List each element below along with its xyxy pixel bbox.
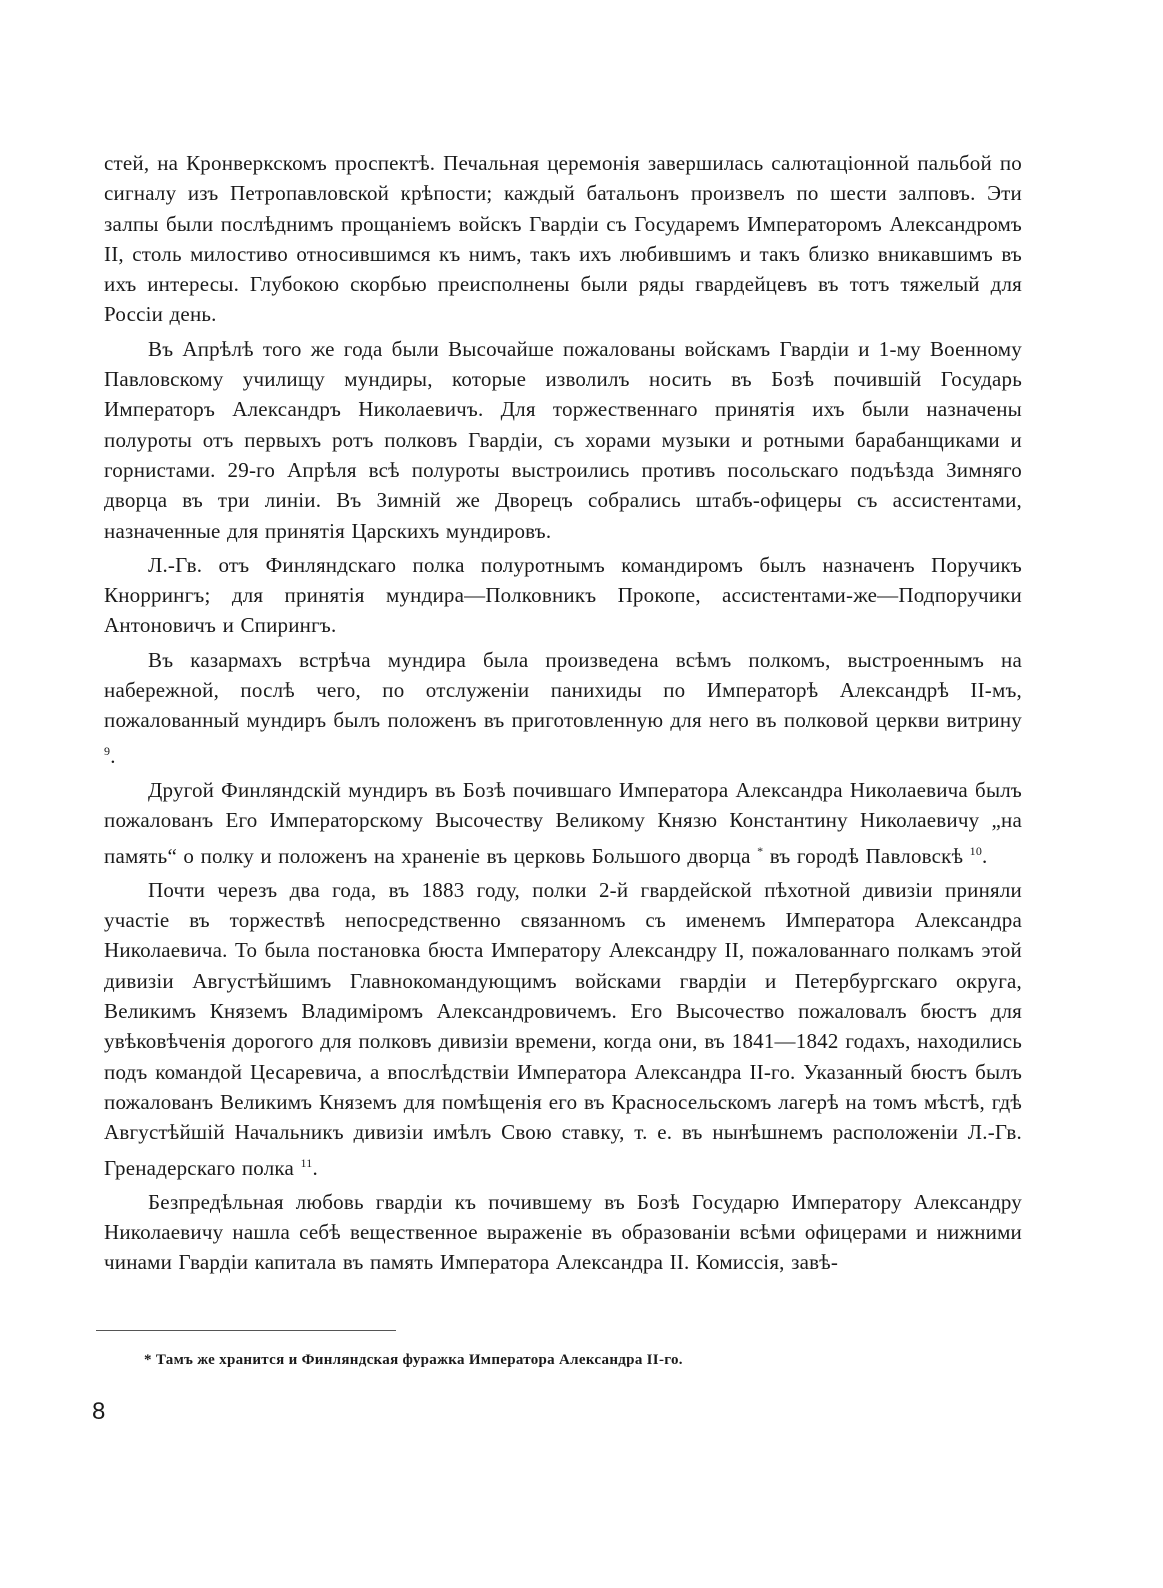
note-ref-11: 11: [300, 1155, 313, 1170]
footnote: * Тамъ же хранится и Финляндская фуражка Императора Александра II-го.: [144, 1352, 683, 1368]
body-text: [104, 148, 1022, 1282]
paragraph-5-tail: въ городѣ Павловскѣ: [763, 843, 970, 868]
note-ref-9: 9: [104, 743, 111, 758]
note-ref-10: 10: [969, 843, 983, 858]
paragraph-4-text: Въ казармахъ встрѣча мундира была произведена всѣмъ полкомъ, выстроеннымъ на набережной, послѣ чего, по отслуженіи панихиды по Императорѣ Александрѣ II-мъ, пожалованный мундиръ былъ положенъ въ приготовленную для него въ полковой церкви витрину: [104, 647, 1022, 733]
page-number: 8: [92, 1398, 106, 1425]
paragraph-7: Безпредѣльная любовь гвардіи къ почившему въ Бозѣ Государю Императору Александру Николаевичу нашла себѣ вещественное выраженіе въ образованіи всѣми офицерами и нижними чинами Гвардіи капитала въ память Императора Александра II. Комиссія, завѣ-: [104, 1189, 1022, 1275]
paragraph-6-text: Почти черезъ два года, въ 1883 году, полки 2-й гвардейской пѣхотной дивизіи приняли участіе въ торжествѣ непосредственно связанномъ съ именемъ Императора Александра Николаевича. То была постановка бюста Императору Александру II, пожалованнаго полкамъ этой дивизіи Августѣйшимъ Главнокомандующимъ войсками гвардіи и Петербургскаго округа, Великимъ Княземъ Владиміромъ Александровичемъ. Его Высочество пожаловалъ бюстъ для увѣковѣченія дорогого для полковъ дивизіи времени, когда они, въ 1841—1842 годахъ, находились подъ командой Цесаревича, а впослѣдствіи Императора Александра II-го. Указанный бюстъ былъ пожалованъ Великимъ Княземъ для помѣщенія его въ Красносельскомъ лагерѣ на томъ мѣстѣ, гдѣ Августѣйшій Начальникъ дивизіи имѣлъ Свою ставку, т. е. въ нынѣшнемъ расположеніи Л.-Гв. Гренадерскаго полка: [104, 877, 1022, 1180]
paragraph-1: стей, на Кронверкскомъ проспектѣ. Печальная церемонія завершилась салютаціонной пальбой по сигналу изъ Петропавловской крѣпости; каждый батальонъ произвелъ по шести залповъ. Эти залпы были послѣднимъ прощаніемъ войскъ Гвардіи съ Государемъ Императоромъ Александромъ II, столь милостиво относившимся къ нимъ, такъ ихъ любившимъ и такъ близко вникавшимъ въ ихъ интересы. Глубокою скорбью преисполнены были ряды гвардейцевъ въ тотъ тяжелый для Россіи день.: [104, 151, 1022, 327]
footnote-divider: [96, 1330, 396, 1331]
paragraph-5: Другой Финляндскій мундиръ въ Бозѣ почившаго Императора Александра Николаевича былъ пожалованъ Его Императорскому Высочеству Великому Князю Константину Николаевичу „на память“ о полку и положенъ на храненіе въ церковь Большого дворца * въ городѣ Павловскѣ $^{10}$.: [104, 777, 1022, 868]
footnote-star-ref: *: [757, 843, 764, 858]
paragraph-2: Въ Апрѣлѣ того же года были Высочайше пожалованы войскамъ Гвардіи и 1-му Военному Павловскому училищу мундиры, которые изволилъ носить въ Бозѣ почившій Государь Императоръ Александръ Николаевичъ. Для торжественнаго принятія ихъ были назначены полуроты отъ первыхъ ротъ полковъ Гвардіи, съ хорами музыки и ротными барабанщиками и горнистами. 29-го Апрѣля всѣ полуроты выстроились противъ посольскаго подъѣзда Зимняго дворца въ три линіи. Въ Зимній же Дворецъ собрались штабъ-офицеры съ ассистентами, назначенные для принятія Царскихъ мундировъ.: [104, 336, 1022, 543]
paragraph-4: Въ казармахъ встрѣча мундира была произведена всѣмъ полкомъ, выстроеннымъ на набережной, послѣ чего, по отслуженіи панихиды по Императорѣ Александрѣ II-мъ, пожалованный мундиръ былъ положенъ въ приготовленную для него въ полковой церкви витрину $^9$.: [104, 647, 1022, 768]
paragraph-6: Почти черезъ два года, въ 1883 году, полки 2-й гвардейской пѣхотной дивизіи приняли участіе въ торжествѣ непосредственно связанномъ съ именемъ Императора Александра Николаевича. То была постановка бюста Императору Александру II, пожалованнаго полкамъ этой дивизіи Августѣйшимъ Главнокомандующимъ войсками гвардіи и Петербургскаго округа, Великимъ Княземъ Владиміромъ Александровичемъ. Его Высочество пожаловалъ бюстъ для увѣковѣченія дорогого для полковъ дивизіи времени, когда они, въ 1841—1842 годахъ, находились подъ командой Цесаревича, а впослѣдствіи Императора Александра II-го. Указанный бюстъ былъ пожалованъ Великимъ Княземъ для помѣщенія его въ Красносельскомъ лагерѣ на томъ мѣстѣ, гдѣ Августѣйшій Начальникъ дивизіи имѣлъ Свою ставку, т. е. въ нынѣшнемъ расположеніи Л.-Гв. Гренадерскаго полка $^{11}$.: [104, 877, 1022, 1180]
paragraph-5-text: Другой Финляндскій мундиръ въ Бозѣ почившаго Императора Александра Николаевича былъ пожалованъ Его Императорскому Высочеству Великому Князю Константину Николаевичу „на память“ о полку и положенъ на храненіе въ церковь Большого дворца: [104, 777, 1022, 868]
paragraph-3: Л.-Гв. отъ Финляндскаго полка полуротнымъ командиромъ былъ назначенъ Поручикъ Кноррингъ; для принятія мундира—Полковникъ Прокопе, ассистентами-же—Подпоручики Антоновичъ и Спирингъ.: [104, 552, 1022, 638]
